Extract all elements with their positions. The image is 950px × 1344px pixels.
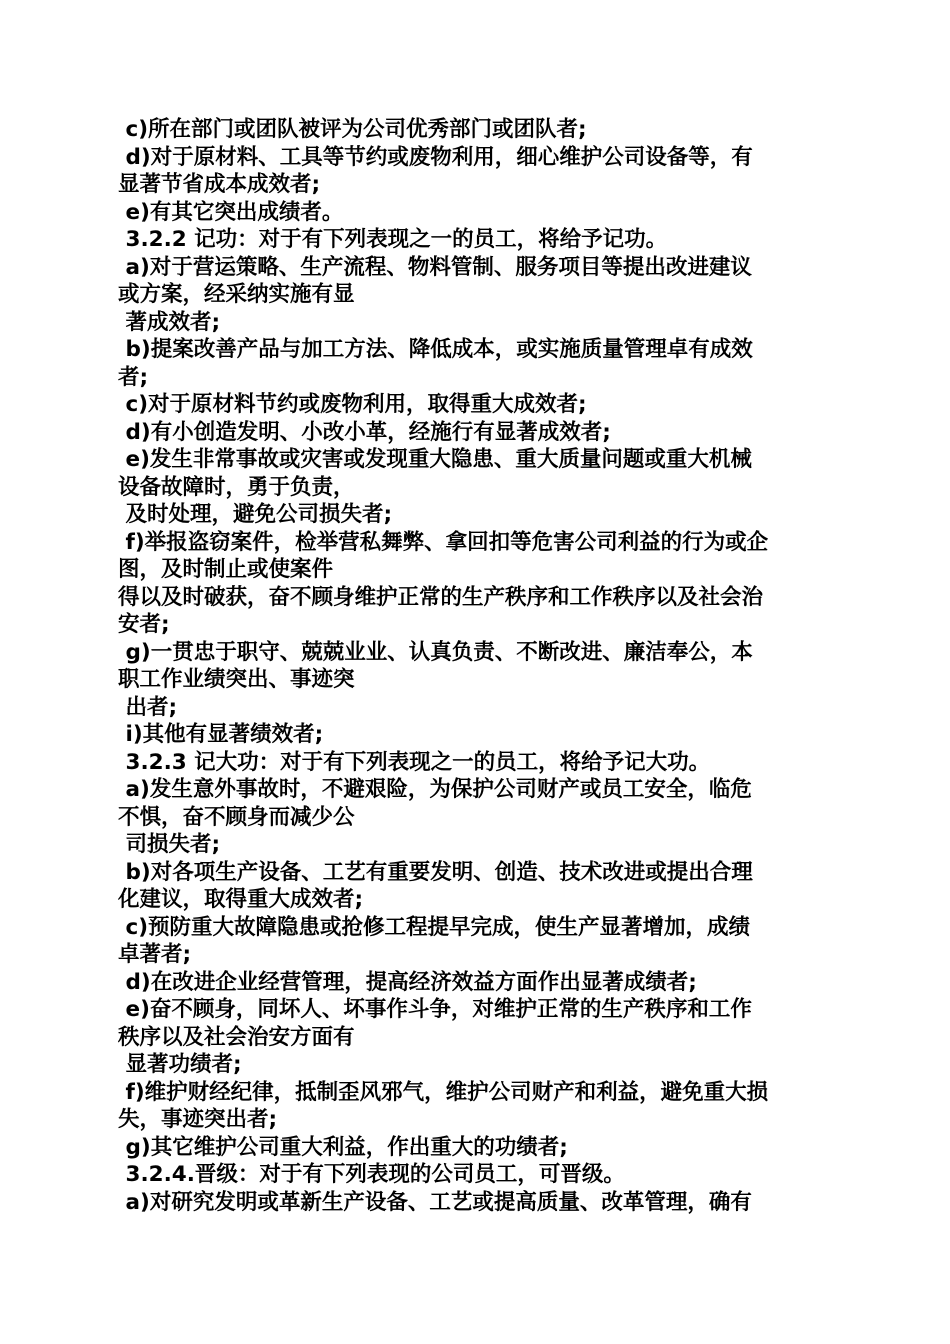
text-line: 不惧，奋不顾身而减少公	[118, 804, 355, 830]
text-line: 著成效者;	[118, 309, 221, 335]
text-line: b)提案改善产品与加工方法、降低成本，或实施质量管理卓有成效	[118, 337, 753, 362]
text-line: g)一贯忠于职守、兢兢业业、认真负责、不断改进、廉洁奉公，本	[118, 639, 753, 665]
text-line: c)所在部门或团队被评为公司优秀部门或团队者;	[118, 117, 587, 142]
text-line: e)奋不顾身，同坏人、坏事作斗争，对维护正常的生产秩序和工作	[118, 997, 752, 1022]
text-line: 显著功绩者;	[118, 1052, 242, 1077]
text-line: a)发生意外事故时，不避艰险，为保护公司财产或员工安全，临危	[118, 777, 752, 802]
text-line: c)对于原材料节约或废物利用，取得重大成效者;	[118, 392, 587, 417]
text-line: d)在改进企业经营管理，提高经济效益方面作出显著成绩者;	[118, 969, 697, 995]
text-line: 3.2.2 记功：对于有下列表现之一的员工，将给予记功。	[118, 227, 668, 252]
text-line: f)维护财经纪律，抵制歪风邪气，维护公司财产和利益，避免重大损	[118, 1079, 769, 1105]
text-line: c)预防重大故障隐患或抢修工程提早完成，使生产显著增加，成绩	[118, 914, 751, 940]
text-line: 或方案，经采纳实施有显	[118, 282, 355, 307]
text-line: 图，及时制止或使案件	[118, 557, 334, 582]
text-line: 化建议，取得重大成效者;	[118, 887, 364, 912]
text-line: 司损失者;	[118, 832, 221, 857]
text-line: g)其它维护公司重大利益，作出重大的功绩者;	[118, 1134, 568, 1160]
text-line: 3.2.4.晋级：对于有下列表现的公司员工，可晋级。	[118, 1162, 625, 1187]
text-line: 显著节省成本成效者;	[118, 172, 321, 197]
document-body	[118, 116, 836, 1216]
text-line: 秩序以及社会治安方面有	[118, 1024, 355, 1050]
text-line: 设备故障时，勇于负责，	[118, 474, 355, 500]
text-line: e)有其它突出成绩者。	[118, 199, 344, 225]
text-line: a)对研究发明或革新生产设备、工艺或提高质量、改革管理，确有	[118, 1189, 752, 1215]
text-line: b)对各项生产设备、工艺有重要发明、创造、技术改进或提出合理	[118, 859, 753, 885]
text-line: d)有小创造发明、小改小革，经施行有显著成效者;	[118, 419, 611, 445]
text-line: e)发生非常事故或灾害或发现重大隐患、重大质量问题或重大机械	[118, 447, 752, 472]
text-line: d)对于原材料、工具等节约或废物利用，细心维护公司设备等，有	[118, 144, 753, 170]
text-line: 安者;	[118, 612, 170, 637]
text-line: 者;	[118, 364, 149, 390]
text-line: 卓著者;	[118, 942, 192, 967]
text-line: 得以及时破获，奋不顾身维护正常的生产秩序和工作秩序以及社会治	[118, 584, 764, 610]
text-line: 出者;	[118, 694, 178, 720]
text-line: 3.2.3 记大功：对于有下列表现之一的员工，将给予记大功。	[118, 749, 711, 775]
text-line: a)对于营运策略、生产流程、物料管制、服务项目等提出改进建议	[118, 254, 752, 280]
text-line: 职工作业绩突出、事迹突	[118, 667, 355, 692]
text-line: i)其他有显著绩效者;	[118, 722, 324, 747]
text-line: 及时处理，避免公司损失者;	[118, 502, 393, 527]
text-line: f)举报盗窃案件，检举营私舞弊、拿回扣等危害公司利益的行为或企	[118, 529, 769, 555]
text-line: 失，事迹突出者;	[118, 1107, 278, 1132]
